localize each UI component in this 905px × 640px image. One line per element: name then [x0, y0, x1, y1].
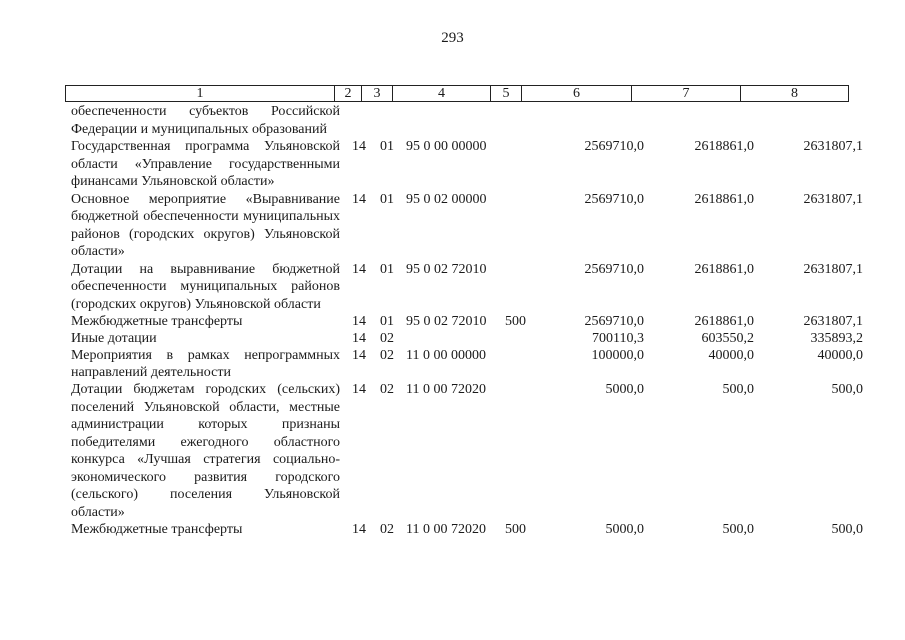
row-name: Мероприятия в рамках непрограммных направлений деятельности — [71, 348, 340, 380]
header-col-7: 7 — [632, 86, 741, 102]
row-value-2: 40000,0 — [708, 348, 754, 363]
row-vr — [503, 191, 535, 261]
row-csr: 95 0 02 72010 — [406, 314, 487, 329]
row-name: Дотации на выравнивание бюджетной обеспеченности муниципальных районов (городских округов) Ульяновской области — [71, 261, 340, 312]
row-vr — [503, 381, 535, 521]
row-value-3: 2631807,1 — [803, 191, 863, 207]
row-value-3 — [756, 103, 865, 138]
row-value-3: 500,0 — [831, 382, 863, 397]
row-value-1: 100000,0 — [591, 348, 644, 363]
row-value-3: 2631807,1 — [803, 139, 863, 154]
row-value-1 — [535, 103, 646, 138]
row-rz: 14 — [352, 522, 366, 537]
row-rz: 14 — [352, 314, 366, 329]
row-name: обеспеченности субъектов Российской Федерации и муниципальных образований — [71, 104, 340, 137]
row-value-3: 2631807,1 — [803, 261, 863, 277]
header-col-5: 5 — [491, 86, 522, 102]
row-value-2: 2618861,0 — [694, 261, 754, 277]
row-value-2: 2618861,0 — [694, 139, 754, 154]
row-value-1: 700110,3 — [592, 331, 644, 346]
row-pr: 01 — [380, 139, 394, 154]
row-value-2 — [646, 103, 756, 138]
table-row — [65, 261, 865, 314]
row-csr: 11 0 00 72020 — [406, 382, 486, 397]
header-col-1: 1 — [66, 86, 335, 102]
header-col-6: 6 — [522, 86, 632, 102]
header-col-2: 2 — [335, 86, 362, 102]
row-pr: 01 — [380, 314, 394, 329]
table-header — [65, 85, 849, 102]
table-row — [65, 521, 865, 539]
row-value-1: 5000,0 — [605, 382, 644, 397]
row-csr: 11 0 00 72020 — [406, 522, 486, 537]
row-vr — [503, 138, 535, 191]
row-rz: 14 — [352, 348, 366, 363]
row-vr — [503, 261, 535, 314]
table-body — [65, 103, 865, 539]
row-name: Государственная программа Ульяновской области «Управление государственными финансами Ульяновской области» — [71, 139, 340, 189]
row-pr: 02 — [380, 331, 394, 346]
row-value-2: 500,0 — [722, 522, 754, 537]
row-csr: 95 0 00 00000 — [406, 139, 487, 154]
row-csr: 95 0 02 72010 — [406, 261, 487, 277]
row-value-1: 2569710,0 — [584, 314, 644, 329]
row-rz: 14 — [352, 191, 366, 207]
header-row — [66, 86, 849, 102]
row-value-2: 2618861,0 — [694, 191, 754, 207]
row-value-2: 2618861,0 — [694, 314, 754, 329]
row-value-1: 2569710,0 — [584, 139, 644, 154]
row-pr — [372, 103, 402, 138]
row-vr — [503, 103, 535, 138]
row-value-1: 5000,0 — [605, 522, 644, 537]
row-value-1: 2569710,0 — [584, 261, 644, 277]
row-name: Дотации бюджетам городских (сельских) поселений Ульяновской области, местные администрации которых признаны победителями ежегодного областного конкурса «Лучшая стратегия социально-экономического развития городского (сельского) поселения Ульяновской области» — [71, 382, 340, 520]
table-row — [65, 103, 865, 138]
row-rz: 14 — [352, 382, 366, 397]
row-name: Межбюджетные трансферты — [71, 314, 243, 329]
header-col-4: 4 — [393, 86, 491, 102]
row-vr — [503, 330, 535, 347]
row-vr: 500 — [505, 314, 526, 329]
row-pr: 01 — [380, 261, 394, 277]
row-value-3: 335893,2 — [810, 331, 863, 346]
row-rz: 14 — [352, 139, 366, 154]
row-pr: 02 — [380, 522, 394, 537]
header-col-8: 8 — [741, 86, 849, 102]
row-vr: 500 — [505, 522, 526, 537]
page-number: 293 — [441, 30, 464, 46]
row-csr — [402, 103, 503, 138]
row-csr — [402, 330, 503, 347]
row-name: Основное мероприятие «Выравнивание бюджетной обеспеченности муниципальных районов (городских округов) Ульяновской области» — [71, 191, 340, 259]
budget-table — [65, 103, 865, 539]
row-rz: 14 — [352, 261, 366, 277]
row-csr: 95 0 02 00000 — [406, 191, 487, 207]
row-vr — [503, 347, 535, 381]
row-value-3: 40000,0 — [817, 348, 863, 363]
row-value-2: 500,0 — [722, 382, 754, 397]
row-pr: 02 — [380, 348, 394, 363]
table-row — [65, 191, 865, 261]
header-col-3: 3 — [362, 86, 393, 102]
row-pr: 02 — [380, 382, 394, 397]
row-csr: 11 0 00 00000 — [406, 348, 486, 363]
row-rz — [346, 103, 372, 138]
row-value-1: 2569710,0 — [584, 191, 644, 207]
row-value-3: 500,0 — [831, 522, 863, 537]
row-value-3: 2631807,1 — [803, 314, 863, 329]
row-name: Иные дотации — [71, 331, 157, 346]
table-row — [65, 381, 865, 521]
table-row — [65, 138, 865, 191]
row-name: Межбюджетные трансферты — [71, 522, 243, 537]
row-value-2: 603550,2 — [701, 331, 754, 346]
row-pr: 01 — [380, 191, 394, 207]
table-row — [65, 347, 865, 381]
table-row — [65, 330, 865, 347]
row-rz: 14 — [352, 331, 366, 346]
table-row — [65, 313, 865, 330]
